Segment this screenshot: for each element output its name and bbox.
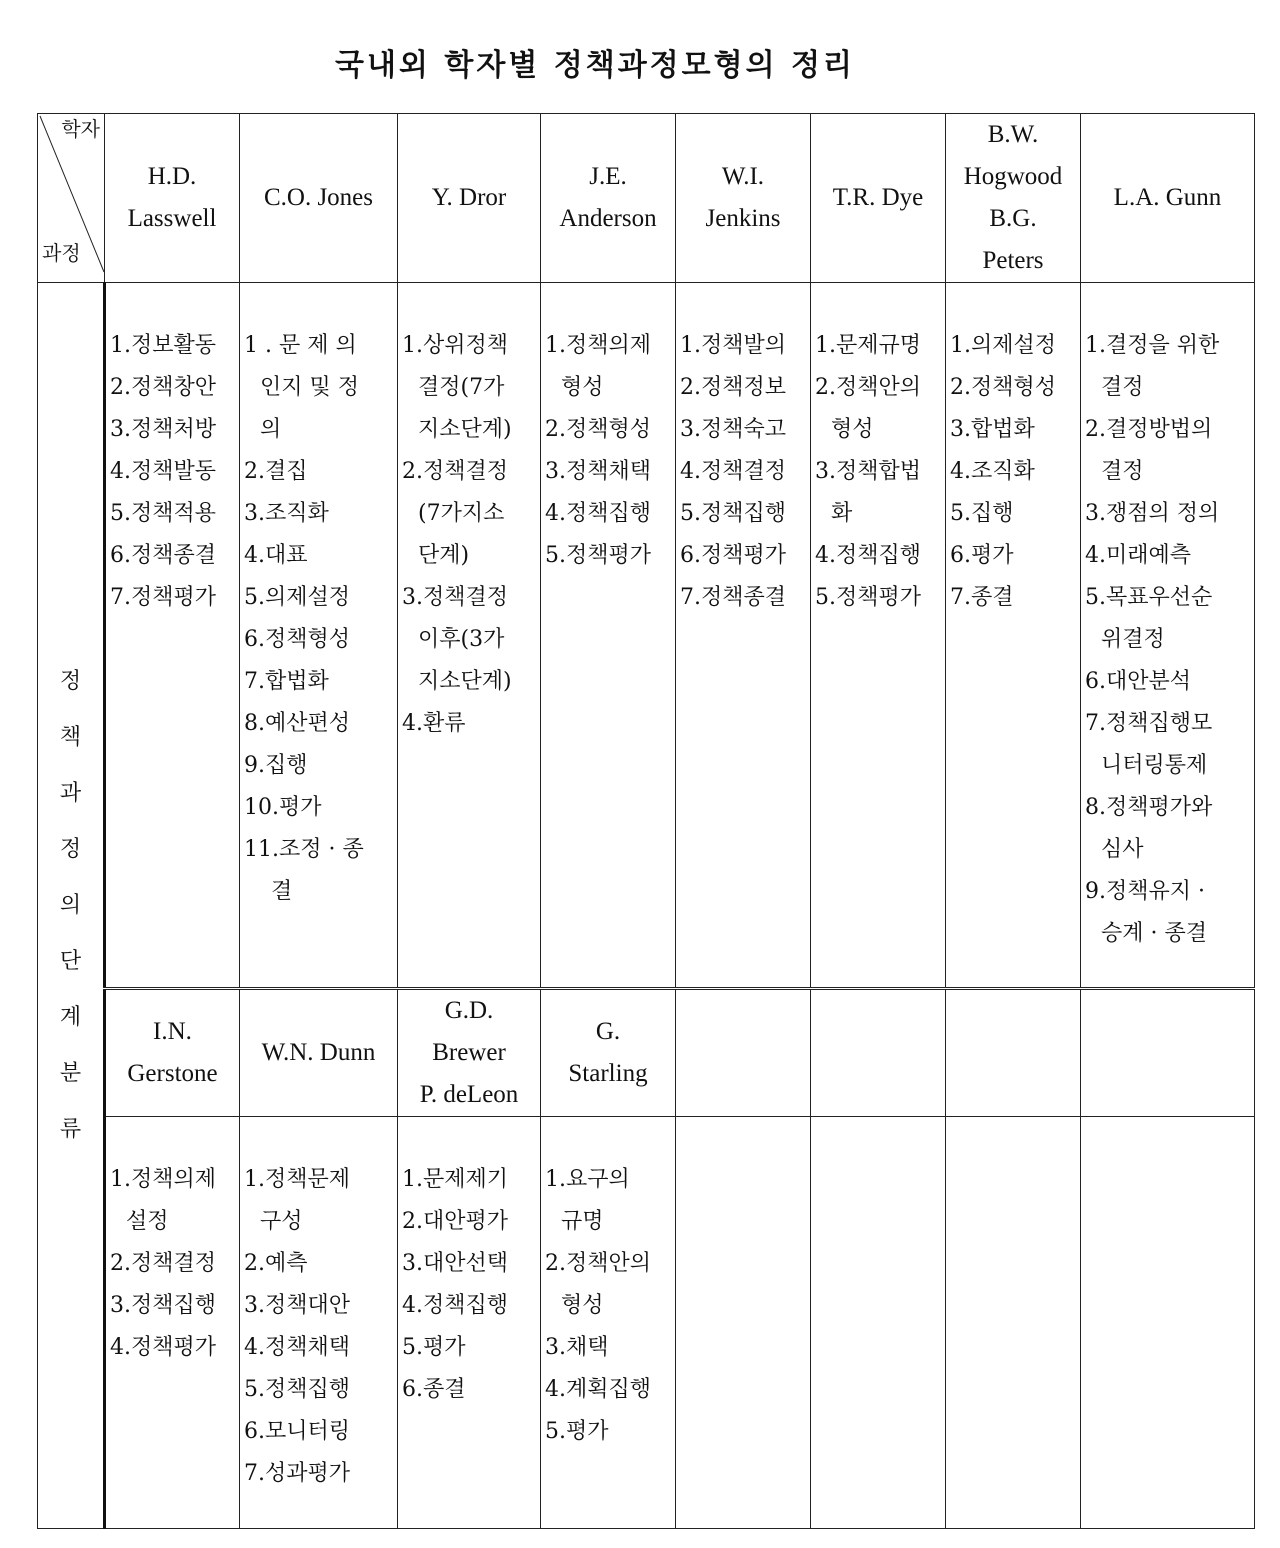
row-label-char: 계 bbox=[59, 1004, 82, 1030]
process-step: 의 bbox=[260, 417, 282, 442]
process-step: 11.조정 · 종 bbox=[244, 837, 364, 862]
corner-scholar-label: 학자 bbox=[61, 117, 100, 141]
row-label-char: 단 bbox=[59, 948, 82, 974]
process-step: 5.의제설정 bbox=[244, 585, 350, 610]
scholar-name-line: G. bbox=[595, 1018, 621, 1045]
process-step: 1.의제설정 bbox=[950, 333, 1056, 358]
empty-cell bbox=[1081, 1117, 1255, 1529]
steps-gerstone bbox=[105, 1117, 240, 1529]
scholar-name-line: Hogwood bbox=[963, 163, 1063, 190]
process-step: 8.예산편성 bbox=[244, 711, 350, 736]
process-step: 승계 · 종결 bbox=[1101, 921, 1207, 946]
steps-anderson bbox=[541, 283, 676, 989]
row-label-char: 분 bbox=[59, 1060, 82, 1086]
process-step: 3.정책대안 bbox=[244, 1293, 350, 1318]
scholar-name-line: W.I. bbox=[721, 163, 765, 190]
process-step: 2.정책형성 bbox=[545, 417, 651, 442]
scholar-header-dunn bbox=[240, 989, 398, 1117]
process-step: 단계) bbox=[418, 543, 470, 568]
process-step: 1.정책의제 bbox=[545, 333, 651, 358]
process-step: 3.채택 bbox=[545, 1335, 609, 1360]
process-step: 니터링통제 bbox=[1101, 753, 1208, 778]
process-step: 지소단계) bbox=[418, 669, 512, 694]
process-step: 2.정책결정 bbox=[402, 459, 508, 484]
process-step: 4.정책집행 bbox=[815, 543, 921, 568]
process-step: 1.상위정책 bbox=[402, 333, 508, 358]
scholar-name-line: B.W. bbox=[987, 121, 1039, 148]
process-step: 2.정책창안 bbox=[110, 375, 216, 400]
process-step: 지소단계) bbox=[418, 417, 512, 442]
scholar-name-line: Gerstone bbox=[127, 1060, 218, 1087]
scholar-name-line: I.N. bbox=[153, 1018, 192, 1045]
process-step: 결정(7가 bbox=[418, 375, 505, 400]
process-step: 2.결집 bbox=[244, 459, 308, 484]
row-label-stage-classification bbox=[38, 283, 105, 1529]
steps-dror bbox=[398, 283, 541, 989]
scholar-name-line: T.R. Dye bbox=[832, 184, 924, 211]
scholar-name-line: Starling bbox=[568, 1060, 648, 1087]
scholar-header-anderson bbox=[541, 114, 676, 283]
process-step: 5.정책집행 bbox=[244, 1377, 350, 1402]
steps-row-1 bbox=[38, 283, 1255, 989]
process-step: 4.정책집행 bbox=[545, 501, 651, 526]
process-step: 5.정책평가 bbox=[815, 585, 921, 610]
scholar-name-line: P. deLeon bbox=[419, 1081, 519, 1108]
empty-cell bbox=[1081, 989, 1255, 1117]
steps-dunn bbox=[240, 1117, 398, 1529]
process-step: 3.쟁점의 정의 bbox=[1085, 501, 1220, 526]
process-step: 2.결정방법의 bbox=[1085, 417, 1213, 442]
row-label-char: 정 bbox=[59, 836, 82, 862]
steps-jenkins bbox=[676, 283, 811, 989]
process-step: 3.정책채택 bbox=[545, 459, 651, 484]
process-step: 4.계획집행 bbox=[545, 1377, 651, 1402]
process-step: 4.미래예측 bbox=[1085, 543, 1191, 568]
process-step: 3.대안선택 bbox=[402, 1251, 508, 1276]
process-step: 1 . 문 제 의 bbox=[244, 333, 357, 358]
process-step: 규명 bbox=[561, 1209, 604, 1234]
header-row-1 bbox=[38, 114, 1255, 283]
process-step: 4.조직화 bbox=[950, 459, 1035, 484]
steps-row-2 bbox=[38, 1117, 1255, 1529]
process-step: 화 bbox=[831, 501, 853, 526]
process-step: 6.평가 bbox=[950, 543, 1014, 568]
process-step: 4.정책평가 bbox=[110, 1335, 216, 1360]
process-step: 3.정책합법 bbox=[815, 459, 921, 484]
process-step: 1.정책발의 bbox=[680, 333, 786, 358]
process-step: 5.평가 bbox=[402, 1335, 466, 1360]
steps-hogwood-peters bbox=[946, 283, 1081, 989]
steps-gunn bbox=[1081, 283, 1255, 989]
process-step: 5.정책평가 bbox=[545, 543, 651, 568]
policy-process-table bbox=[37, 113, 1255, 1529]
scholar-header-jenkins bbox=[676, 114, 811, 283]
process-step: 설정 bbox=[126, 1209, 169, 1234]
steps-lasswell bbox=[105, 283, 240, 989]
empty-cell bbox=[676, 1117, 811, 1529]
process-step: 8.정책평가와 bbox=[1085, 795, 1213, 820]
process-step: 형성 bbox=[561, 1293, 604, 1318]
process-step: 1.문제규명 bbox=[815, 333, 921, 358]
process-step: 4.정책집행 bbox=[402, 1293, 508, 1318]
process-step: 3.정책결정 bbox=[402, 585, 508, 610]
process-step: 2.정책안의 bbox=[545, 1251, 651, 1276]
process-step: 4.정책발동 bbox=[110, 459, 216, 484]
steps-dye bbox=[811, 283, 946, 989]
process-step: 9.정책유지 · bbox=[1085, 879, 1205, 904]
process-step: 3.정책집행 bbox=[110, 1293, 216, 1318]
scholar-name-line: Jenkins bbox=[705, 205, 781, 232]
process-step: 6.정책종결 bbox=[110, 543, 216, 568]
process-step: 5.평가 bbox=[545, 1419, 609, 1444]
scholar-name-line: Anderson bbox=[559, 205, 657, 232]
process-step: 4.환류 bbox=[402, 711, 466, 736]
scholar-header-hogwood-peters bbox=[946, 114, 1081, 283]
scholar-header-dye bbox=[811, 114, 946, 283]
process-step: 2.정책정보 bbox=[680, 375, 786, 400]
process-step: 2.정책형성 bbox=[950, 375, 1056, 400]
process-step: 3.정책숙고 bbox=[680, 417, 786, 442]
process-step: 2.정책안의 bbox=[815, 375, 921, 400]
row-label-char: 의 bbox=[59, 892, 82, 918]
scholar-header-brewer-deleon bbox=[398, 989, 541, 1117]
process-step: 결 bbox=[260, 879, 293, 904]
scholar-name-line: W.N. Dunn bbox=[261, 1039, 376, 1066]
process-step: 6.종결 bbox=[402, 1377, 466, 1402]
process-step: 1.문제제기 bbox=[402, 1167, 508, 1192]
process-step: 3.조직화 bbox=[244, 501, 329, 526]
process-step: 1.정책의제 bbox=[110, 1167, 216, 1192]
row-label-char: 류 bbox=[59, 1116, 82, 1142]
scholar-header-gerstone bbox=[105, 989, 240, 1117]
scholar-header-dror bbox=[398, 114, 541, 283]
corner-cell bbox=[38, 114, 105, 283]
scholar-header-starling bbox=[541, 989, 676, 1117]
process-step: 3.합법화 bbox=[950, 417, 1035, 442]
scholar-name-line: C.O. Jones bbox=[263, 184, 374, 211]
empty-cell bbox=[811, 1117, 946, 1529]
process-step: 7.정책종결 bbox=[680, 585, 786, 610]
scholar-name-line: Y. Dror bbox=[431, 184, 507, 211]
process-step: 5.정책적용 bbox=[110, 501, 216, 526]
process-step: 2.정책결정 bbox=[110, 1251, 216, 1276]
empty-cell bbox=[946, 989, 1081, 1117]
scholar-header-jones bbox=[240, 114, 398, 283]
process-step: 4.정책결정 bbox=[680, 459, 786, 484]
process-step: 1.요구의 bbox=[545, 1167, 630, 1192]
process-step: 7.합법화 bbox=[244, 669, 329, 694]
process-step: 7.정책집행모 bbox=[1085, 711, 1213, 736]
process-step: 5.정책집행 bbox=[680, 501, 786, 526]
process-step: (7가지소 bbox=[418, 501, 505, 526]
process-step: 심사 bbox=[1101, 837, 1144, 862]
process-step: 6.정책형성 bbox=[244, 627, 350, 652]
empty-cell bbox=[946, 1117, 1081, 1529]
process-step: 이후(3가 bbox=[418, 627, 505, 652]
process-step: 6.정책평가 bbox=[680, 543, 786, 568]
header-row-2 bbox=[38, 989, 1255, 1117]
process-step: 6.대안분석 bbox=[1085, 669, 1191, 694]
process-step: 형성 bbox=[831, 417, 874, 442]
scholar-name-line: Peters bbox=[982, 247, 1044, 274]
process-step: 결정 bbox=[1101, 459, 1144, 484]
steps-jones bbox=[240, 283, 398, 989]
corner-process-label: 과정 bbox=[42, 241, 81, 265]
process-step: 7.종결 bbox=[950, 585, 1014, 610]
process-step: 1.결정을 위한 bbox=[1085, 333, 1220, 358]
process-step: 6.모니터링 bbox=[244, 1419, 350, 1444]
scholar-name-line: Lasswell bbox=[127, 205, 217, 232]
scholar-name-line: H.D. bbox=[147, 163, 197, 190]
process-step: 4.대표 bbox=[244, 543, 308, 568]
process-step: 형성 bbox=[561, 375, 604, 400]
scholar-name-line: G.D. bbox=[444, 997, 494, 1024]
empty-cell bbox=[676, 989, 811, 1117]
scholar-name-line: Brewer bbox=[432, 1039, 506, 1066]
row-label-char: 과 bbox=[59, 780, 82, 806]
process-step: 1.정보활동 bbox=[110, 333, 216, 358]
row-label-char: 정 bbox=[59, 668, 82, 694]
process-step: 구성 bbox=[260, 1209, 303, 1234]
process-step: 결정 bbox=[1101, 375, 1144, 400]
process-step: 3.정책처방 bbox=[110, 417, 216, 442]
process-step: 9.집행 bbox=[244, 753, 308, 778]
process-step: 1.정책문제 bbox=[244, 1167, 350, 1192]
empty-cell bbox=[811, 989, 946, 1117]
process-step: 4.정책채택 bbox=[244, 1335, 350, 1360]
process-step: 2.대안평가 bbox=[402, 1209, 508, 1234]
document-title: 국내외 학자별 정책과정모형의 정리 bbox=[334, 48, 856, 83]
scholar-header-lasswell bbox=[105, 114, 240, 283]
process-step: 5.집행 bbox=[950, 501, 1014, 526]
process-step: 10.평가 bbox=[244, 795, 322, 820]
process-step: 위결정 bbox=[1101, 627, 1165, 652]
scholar-name-line: L.A. Gunn bbox=[1113, 184, 1222, 211]
process-step: 5.목표우선순 bbox=[1085, 585, 1213, 610]
steps-starling bbox=[541, 1117, 676, 1529]
process-step: 7.정책평가 bbox=[110, 585, 216, 610]
scholar-header-gunn bbox=[1081, 114, 1255, 283]
scholar-name-line: J.E. bbox=[589, 163, 627, 190]
scholar-name-line: B.G. bbox=[989, 205, 1037, 232]
process-step: 인지 및 정 bbox=[260, 375, 359, 400]
process-step: 2.예측 bbox=[244, 1251, 308, 1276]
row-label-char: 책 bbox=[59, 724, 82, 750]
steps-brewer-deleon bbox=[398, 1117, 541, 1529]
process-step: 7.성과평가 bbox=[244, 1461, 350, 1486]
